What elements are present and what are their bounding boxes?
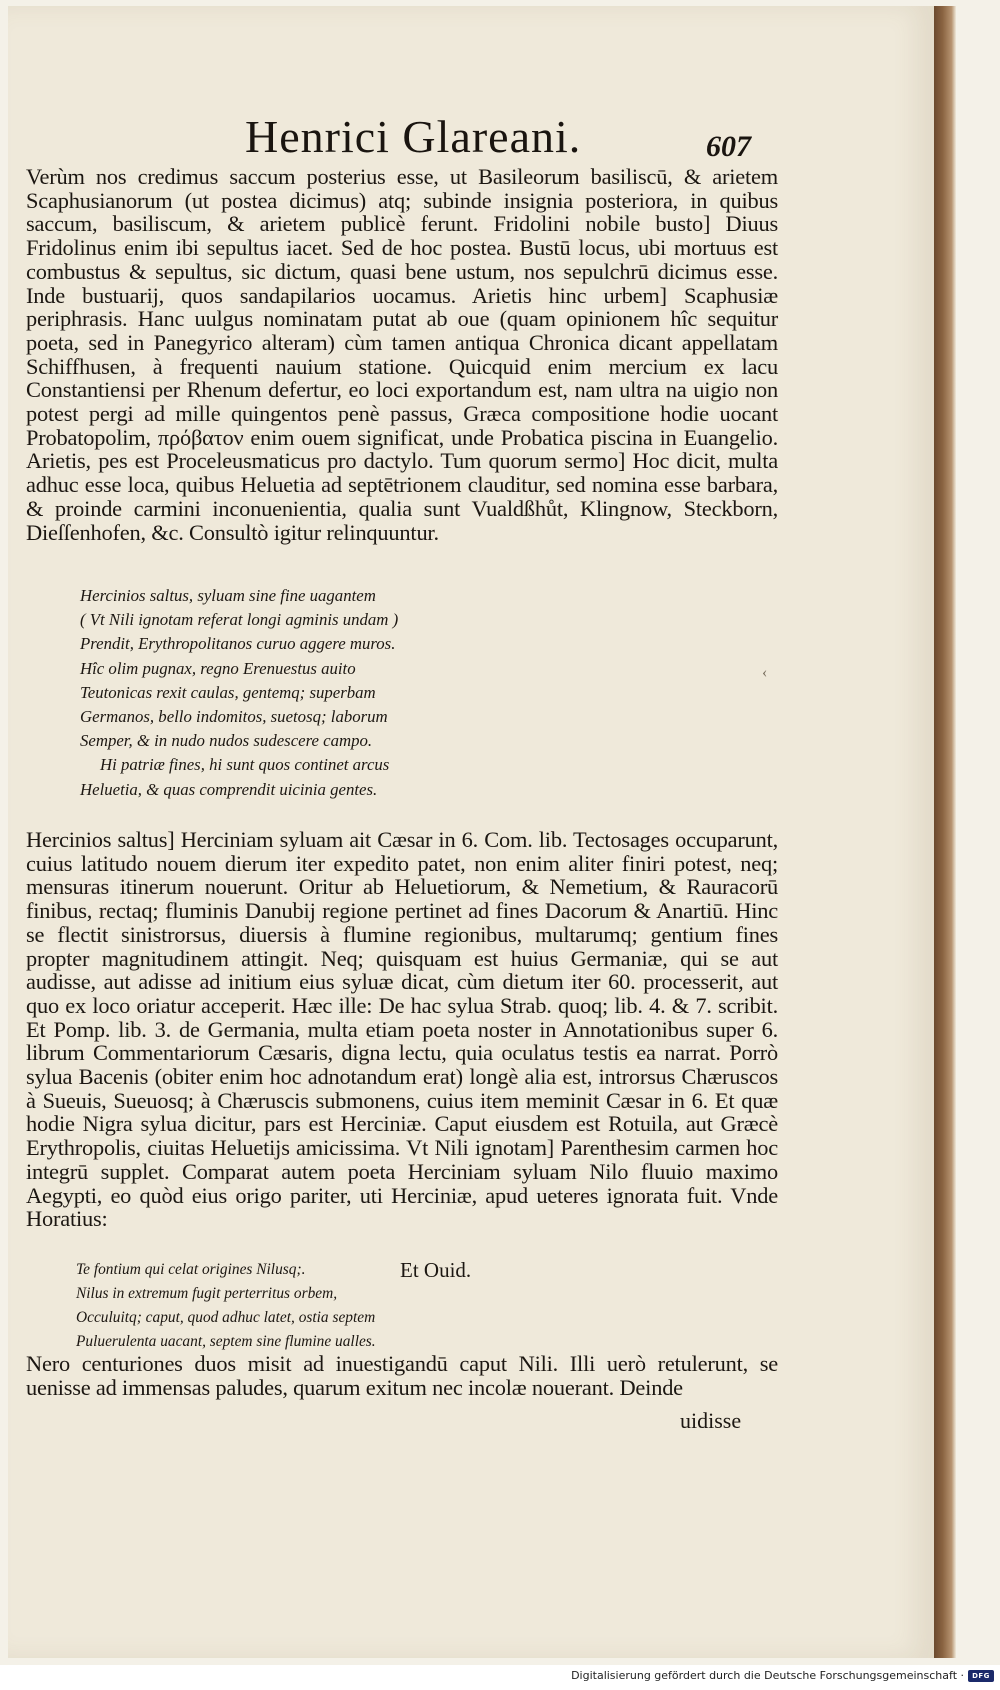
dfg-logo [968,1670,994,1682]
page-binding-edge [934,6,956,1658]
verse-line: Teutonicas rexit caulas, gentemq; superbam [80,682,376,702]
ovid-quote-line: Nilus in extremum fugit perterritus orbem, [76,1285,338,1302]
paragraph-text: Hercinios saltus] Herciniam syluam ait Cæsar in 6. Com. lib. Tectosages occuparunt, cuius latitudo nouem dierum iter expedito patet, non enim aliter finiri potest, neq; mensuras itinerum nouerunt. Oritur ab Heluetiorum, & Nemetium, & Rauracorū finibus, rectaq; fluminis Danubij regione pertinet ad fines Dacorum & Anartiū. Hinc se flectit sinistrorsus, diuersis à flumine regionibus, multarumq; gentium fines propter magnitudinem attingit. Neq; quisquam est huius Germaniæ, qui se aut audisse, aut adisse ad initium eius syluæ dicat, cùm dietum iter 60. processerit, aut quo ex loco oriatur acceperit. Hæc ille: De hac sylua Strab. quoq; lib. 4. & 7. scribit. Et Pomp. lib. 3. de Germania, multa etiam poeta noster in Annotationibus super 6. librum Commentariorum Cæsaris, digna lectu, quia oculatus testis ea narrat. Porrò sylua Bacenis (obiter enim hoc adnotandum erat) longè alia est, introrsus Chæruscos à Sueuis, Sueuosq; à Chæruscis submonens, cuius item meminit Cæsar in 6. Et quæ hodie Nigra sylua dicitur, pars est Herciniæ. Caput eiusdem est Rotuila, aut Græcè Erythropolis, ciuitas Heluetijs amicissima. Vt Nili ignotam] Parenthesim carmen hoc integrū supplet. Comparat autem poeta Herciniam syluam Nilo fluuio maximo Aegypti, eo quòd eius origo pariter, uti Herciniæ, apud ueteres ignorata fuit. Vnde Horatius: [26,827,778,1232]
verse-line: Hi patriæ fines, hi sunt quos continet arcus [100,755,390,775]
quotation-block [76,1258,616,1354]
paragraph-text: Nero centuriones duos misit ad inuestigandū caput Nili. Illi uerò retulerunt, se uenisse ad immensas paludes, quarum exitum nec incolæ nouerant. Deinde [26,1351,778,1400]
horace-quote-line: Te fontium qui celat origines Nilusq;. [76,1261,306,1278]
paragraph-text: Verùm nos credimus saccum posterius esse, ut Basileorum basiliscū, & arietem Scaphusianorum (ut postea dicimus) atq; subinde insignia posteriora, in quibus saccum, basiliscum, & arietem publicè ferunt. Fridolini nobile busto] Diuus Fridolinus enim ibi sepultus iacet. Sed de hoc postea. Bustū locus, ubi mortuus est combustus & sepultus, sic dictum, quasi bene ustum, nos sepulchrū dicimus esse. Inde bustuarij, quos sandapilarios uocamus. Arietis hinc urbem] Scaphusiæ periphrasis. Hanc uulgus nominatam putat ab oue (quam opinionem hîc sequitur poeta, sed in Panegyrico alteram) cùm tamen antiqua Chronica dicant appellatam Schiffhusen, à frequenti nauium statione. Quicquid enim mercium ex lacu Constantiensi per Rhenum defertur, eo loci exportandum est, nam ultra na uigio non potest pergi ad mille quingentos penè passus, Græca compositione hodie uocant Probatopolim, πρόβατον enim ouem significat, unde Probatica piscina in Euangelio. Arietis, pes est Proceleusmaticus pro dactylo. Tum quorum sermo] Hoc dicit, multa adhuc esse loca, quibus Heluetia ad septētrionem clauditur, sed nomina esse barbara, & proinde carmini inconuenientia, qualia sunt Vualdßhůt, Klingnow, Steckborn, Dieſſenhofen, &c. Consultò igitur relinquuntur. [26,164,778,545]
commentary-paragraph-2 [26,828,778,1231]
ovid-quote-line: Puluerulenta uacant, septem sine flumine ualles. [76,1333,376,1350]
commentary-paragraph-3 [26,1352,778,1399]
verse-block [80,584,640,802]
catchword: uidisse [680,1408,742,1433]
verse-line: Heluetia, & quas comprendit uicinia gentes. [80,779,378,799]
dfg-logo-text: DFG [972,1672,990,1680]
ovid-label: Et Ouid. [400,1258,472,1282]
page-number: 607 [706,130,751,163]
verse-line: Prendit, Erythropolitanos curuo aggere muros. [80,634,396,654]
marginal-mark: ‹ [762,664,768,681]
verse-line: Hîc olim pugnax, regno Erenuestus auito [80,658,356,678]
running-head: Henrici Glareani. [245,111,582,162]
commentary-paragraph-1 [26,165,778,544]
verse-line: Semper, & in nudo nudos sudescere campo. [80,731,373,751]
verse-line: Hercinios saltus, syluam sine fine uagantem [80,586,376,605]
funding-notice: Digitalisierung gefördert durch die Deutsche Forschungsgemeinschaft · [571,1669,964,1682]
verse-line: Germanos, bello indomitos, suetosq; laborum [80,707,388,727]
ovid-quote-line: Occuluitq; caput, quod adhuc latet, ostia septem [76,1309,376,1326]
verse-line: ( Vt Nili ignotam referat longi agminis undam ) [80,610,399,630]
footer-bar [0,1667,1000,1690]
